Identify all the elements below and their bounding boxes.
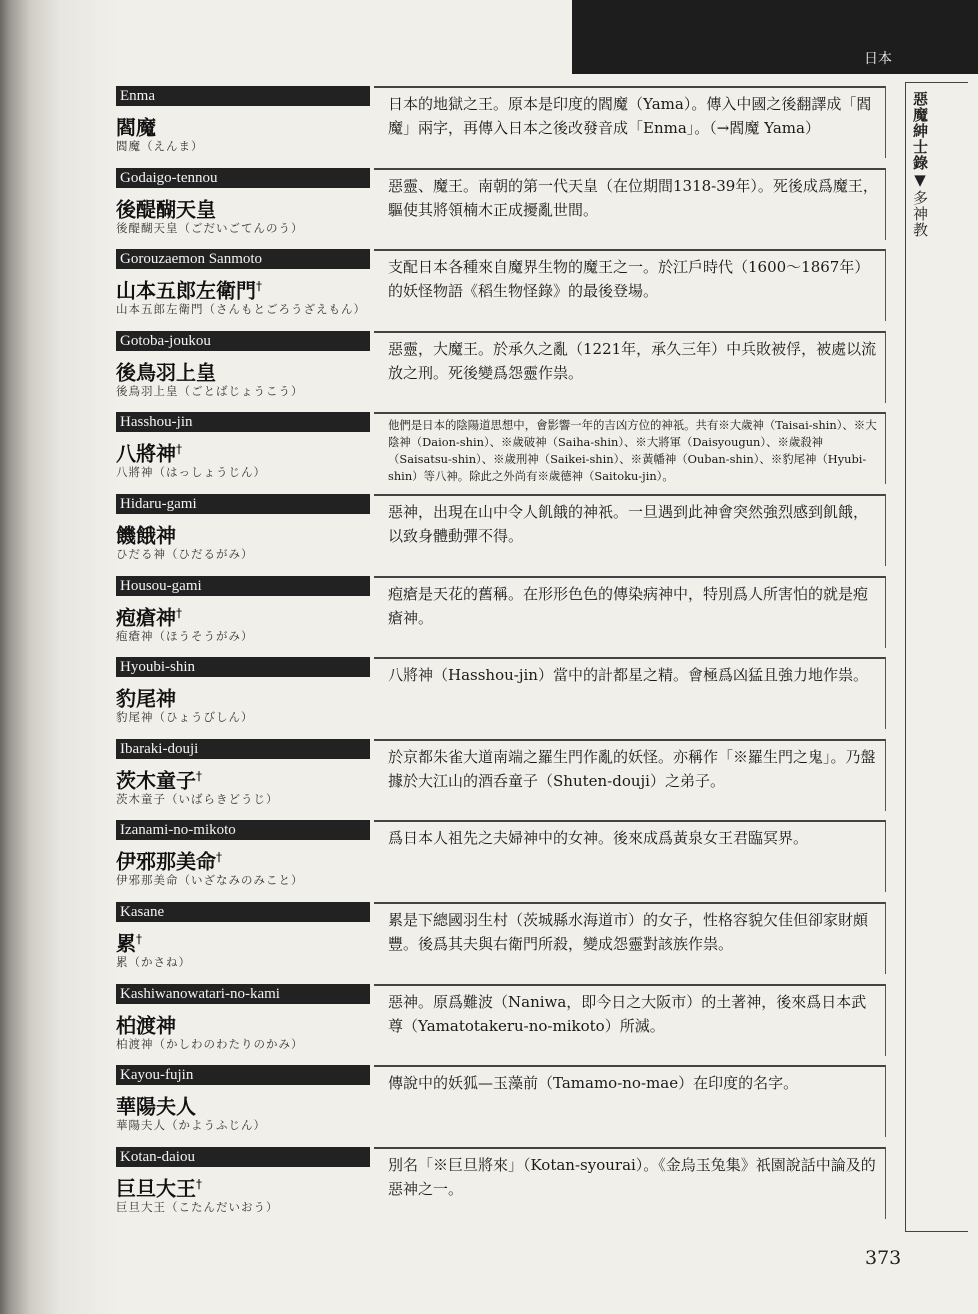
entry [116, 820, 886, 902]
entry-kanji: 饑餓神 [116, 523, 176, 548]
entry-list [116, 86, 886, 1228]
entry-description: 於京都朱雀大道南端之羅生門作亂的妖怪。亦稱作「※羅生門之鬼」。乃盤據於大江山的酒呑童子（Shuten-douji）之弟子。 [374, 739, 886, 811]
entry-romaji-name: Hidaru-gami [116, 494, 370, 514]
dagger-mark: † [176, 605, 182, 620]
entry-romaji-name: Hasshou-jin [116, 412, 370, 432]
entry-reading: 豹尾神（ひょうびしん） [116, 710, 254, 725]
entry-kanji-title [116, 600, 182, 631]
side-tab-marker: ▼ [911, 171, 929, 190]
dagger-mark: † [196, 1176, 202, 1191]
entry-description: 惡神，出現在山中令人飢餓的神祇。一旦遇到此神會突然強烈感到飢餓，以致身體動彈不得。 [374, 494, 886, 566]
entry-romaji-name: Housou-gami [116, 576, 370, 596]
entry [116, 331, 886, 413]
entry-kanji-title [116, 436, 182, 467]
entry-kanji: 華陽夫人 [116, 1094, 196, 1119]
entry-description: 別名「※巨旦將來」（Kotan-syourai）。《金烏玉兔集》祇園說話中論及的惡神之一。 [374, 1147, 886, 1219]
entry [116, 739, 886, 821]
entry [116, 168, 886, 250]
entry-reading: 八將神（はっしょうじん） [116, 465, 266, 480]
entry-kanji: 柏渡神 [116, 1013, 176, 1038]
entry [116, 657, 886, 739]
entry [116, 86, 886, 168]
dagger-mark: † [136, 931, 142, 946]
entry-romaji-name: Enma [116, 86, 370, 106]
entry-reading: 巨旦大王（こたんだいおう） [116, 1199, 279, 1214]
entry-description: 惡神。原爲難波（Naniwa，即今日之大阪市）的土著神，後來爲日本武尊（Yamatotakeru-no-mikoto）所滅。 [374, 984, 886, 1056]
dagger-mark: † [196, 768, 202, 783]
side-tab-text [910, 91, 931, 238]
entry-kanji-title [116, 1008, 176, 1039]
entry-kanji-title [116, 926, 142, 957]
entry-romaji-name: Kashiwanowatari-no-kami [116, 984, 370, 1004]
entry-description: 惡靈，大魔王。於承久之亂（1221年，承久三年）中兵敗被俘，被處以流放之刑。死後變爲怨靈作祟。 [374, 331, 886, 403]
entry-reading: 後鳥羽上皇（ごとばじょうこう） [116, 383, 304, 398]
entry-reading: 伊邪那美命（いざなみのみこと） [116, 873, 304, 888]
entry-romaji-name: Ibaraki-douji [116, 739, 370, 759]
entry-kanji: 豹尾神 [116, 686, 176, 711]
entry-kanji-title [116, 355, 216, 386]
entry-kanji-title [116, 192, 216, 223]
entry-romaji-name: Godaigo-tennou [116, 168, 370, 188]
entry-description: 疱瘡是天花的舊稱。在形形色色的傳染病神中，特別爲人所害怕的就是疱瘡神。 [374, 576, 886, 648]
entry-kanji-title [116, 1171, 202, 1202]
entry-reading: ひだる神（ひだるがみ） [116, 546, 254, 561]
entry-description: 日本的地獄之王。原本是印度的閻魔（Yama）。傳入中國之後翻譯成「閻魔」兩字，再傳入日本之後改發音成「Enma」。（→閻魔 Yama） [374, 86, 886, 158]
dagger-mark: † [216, 850, 222, 865]
entry-description: 累是下總國羽生村（茨城縣水海道市）的女子，性格容貌欠佳但卻家財頗豐。後爲其夫與右衛門所殺，變成怨靈對該族作祟。 [374, 902, 886, 974]
entry-romaji-name: Gorouzaemon Sanmoto [116, 249, 370, 269]
side-tab-title: 惡魔紳士錄 [911, 91, 929, 171]
entry-reading: 後醍醐天皇（ごだいごてんのう） [116, 220, 304, 235]
entry-reading: 山本五郎左衛門（さんもとごろうざえもん） [116, 302, 366, 317]
entry [116, 984, 886, 1066]
entry-kanji-title [116, 110, 156, 141]
entry-description: 爲日本人祖先之夫婦神中的女神。後來成爲黃泉女王君臨冥界。 [374, 820, 886, 892]
book-gutter-shadow [0, 0, 118, 1314]
entry-description: 八將神（Hasshou-jin）當中的計都星之精。會極爲凶猛且強力地作祟。 [374, 657, 886, 729]
entry-kanji: 茨木童子 [116, 768, 196, 793]
side-tab-section: 多神教 [911, 190, 929, 238]
entry-reading: 閻魔（えんま） [116, 139, 204, 153]
entry [116, 412, 886, 494]
dagger-mark: † [176, 442, 182, 457]
entry-kanji: 疱瘡神 [116, 605, 176, 630]
entry [116, 1147, 886, 1229]
entry-kanji: 八將神 [116, 442, 176, 467]
entry-kanji: 後醍醐天皇 [116, 197, 216, 222]
page-number: 373 [865, 1247, 902, 1269]
side-tab [905, 82, 968, 1232]
header-band [572, 0, 978, 74]
entry-kanji-title [116, 763, 202, 794]
entry [116, 494, 886, 576]
entry-reading: 疱瘡神（ほうそうがみ） [116, 628, 254, 643]
entry-romaji-name: Izanami-no-mikoto [116, 820, 370, 840]
entry-kanji: 巨旦大王 [116, 1176, 196, 1201]
entry-kanji: 伊邪那美命 [116, 850, 216, 874]
entry-kanji: 山本五郎左衛門 [116, 278, 256, 303]
entry-kanji: 後鳥羽上皇 [116, 360, 216, 385]
entry-description: 他們是日本的陰陽道思想中，會影響一年的吉凶方位的神祇。共有※大歲神（Taisai-shin）、※大陰神（Daion-shin）、※歲破神（Saiha-shin）、※大將軍（Daisyougun）、※歲殺神（Saisatsu-shin）、※歲刑神（Saikei-shin）、※黃幡神（Ouban-shin）、※豹尾神（Hyubi-shin）等八神。除此之外尚有※歲德神（Saitoku-jin）。 [374, 412, 886, 484]
entry-kanji: 累 [116, 931, 136, 956]
dagger-mark: † [256, 279, 262, 294]
entry-kanji-title [116, 1089, 196, 1120]
entry-kanji-title [116, 518, 176, 549]
entry-romaji-name: Gotoba-joukou [116, 331, 370, 351]
entry-reading: 柏渡神（かしわのわたりのかみ） [116, 1036, 304, 1051]
entry-kanji: 閻魔 [116, 115, 156, 140]
entry-romaji-name: Hyoubi-shin [116, 657, 370, 677]
entry-kanji-title [116, 681, 176, 712]
entry [116, 1065, 886, 1147]
entry-reading: 累（かさね） [116, 954, 191, 969]
entry [116, 249, 886, 331]
entry-romaji-name: Kotan-daiou [116, 1147, 370, 1167]
entry-romaji-name: Kasane [116, 902, 370, 922]
entry-description: 支配日本各種來自魔界生物的魔王之一。於江戶時代（1600～1867年）的妖怪物語《稻生物怪錄》的最後登場。 [374, 249, 886, 321]
entry [116, 576, 886, 658]
header-label: 日本 [864, 51, 892, 67]
entry-description: 惡靈、魔王。南朝的第一代天皇（在位期間1318-39年）。死後成爲魔王，驅使其將領楠木正成擾亂世間。 [374, 168, 886, 240]
entry-kanji-title [116, 273, 262, 304]
entry-romaji-name: Kayou-fujin [116, 1065, 370, 1085]
entry-description: 傳說中的妖狐—玉藻前（Tamamo-no-mae）在印度的名字。 [374, 1065, 886, 1137]
entry-reading: 茨木童子（いばらきどうじ） [116, 791, 279, 806]
entry-kanji-title [116, 844, 222, 875]
entry-reading: 華陽夫人（かようふじん） [116, 1118, 266, 1133]
entry [116, 902, 886, 984]
